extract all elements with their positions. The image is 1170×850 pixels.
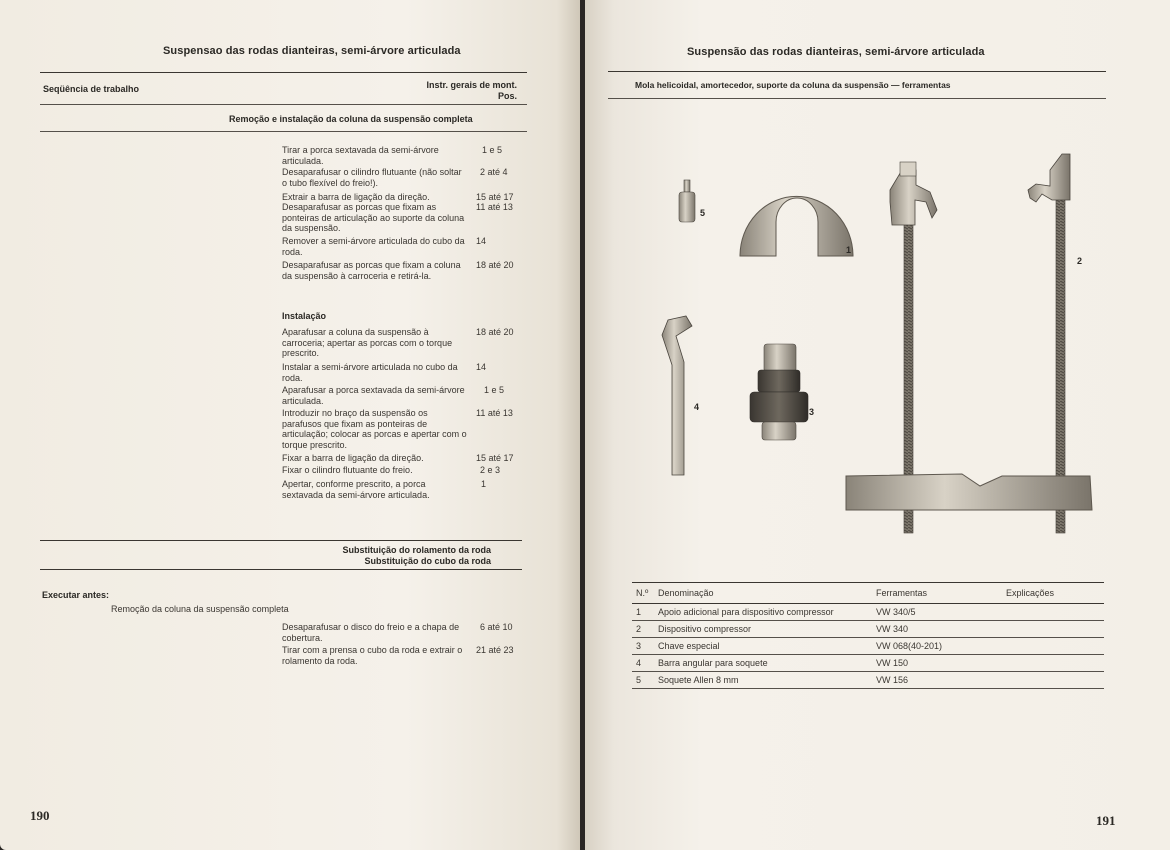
divider xyxy=(608,71,1106,72)
instructions-label-2: Pos. xyxy=(497,91,517,101)
callout-3: 3 xyxy=(809,407,815,417)
removal-step-pos: 11 até 13 xyxy=(476,202,513,212)
removal-step-pos: 2 até 4 xyxy=(480,167,508,177)
cell-tool: VW 150 xyxy=(872,655,1002,672)
section2-title-1: Substituição do rolamento da roda xyxy=(342,545,491,555)
section2-title xyxy=(260,545,491,567)
col-tools: Ferramentas xyxy=(872,583,1002,604)
table-row xyxy=(632,621,1104,638)
cell-name: Chave especial xyxy=(654,638,872,655)
cell-number: 1 xyxy=(632,604,654,621)
col-number: N.º xyxy=(632,583,654,604)
install-step: Introduzir no braço da suspensão os parafusos que fixam as ponteiras de articulação; colocar as porcas e apertar com o torque prescrito. xyxy=(282,408,467,450)
install-step: Instalar a semi-árvore articulada no cubo da roda. xyxy=(282,362,458,383)
section2-title-2: Substituição do cubo da roda xyxy=(364,556,491,566)
divider xyxy=(40,540,522,541)
divider xyxy=(40,104,527,105)
cell-tool: VW 156 xyxy=(872,672,1002,689)
callout-4: 4 xyxy=(694,402,700,412)
removal-step-pos: 1 e 5 xyxy=(482,145,503,155)
page-number-right: 191 xyxy=(1096,813,1116,828)
cell-number: 5 xyxy=(632,672,654,689)
instructions-label xyxy=(420,80,517,102)
install-step-pos: 2 e 3 xyxy=(480,465,501,475)
section2-step: Tirar com a prensa o cubo da roda e extrair o rolamento da roda. xyxy=(282,645,463,666)
removal-step: Desaparafusar as porcas que fixam a coluna da suspensão à carroceria e retirá-la. xyxy=(282,260,461,281)
table-row xyxy=(632,638,1104,655)
spring-compressor-icon xyxy=(846,154,1092,533)
removal-step-pos: 14 xyxy=(476,236,487,246)
cell-number: 3 xyxy=(632,638,654,655)
removal-step-pos: 15 até 17 xyxy=(476,192,514,202)
col-explanations: Explicações xyxy=(1002,583,1104,604)
cell-explanation xyxy=(1002,638,1104,655)
cell-tool: VW 340/5 xyxy=(872,604,1002,621)
right-subheader: Mola helicoidal, amortecedor, suporte da coluna da suspensão — ferramentas xyxy=(635,80,951,90)
cell-explanation xyxy=(1002,672,1104,689)
install-step: Aparafusar a porca sextavada da semi-árvore articulada. xyxy=(282,385,465,406)
callout-1: 1 xyxy=(846,245,852,255)
cell-explanation xyxy=(1002,621,1104,638)
cell-tool: VW 068(40-201) xyxy=(872,638,1002,655)
left-page-header: Suspensao das rodas dianteiras, semi-árvore articulada xyxy=(163,45,461,57)
section2-step: Desaparafusar o disco do freio e a chapa de cobertura. xyxy=(282,622,460,643)
cell-name: Apoio adicional para dispositivo compressor xyxy=(654,604,872,621)
work-sequence-label: Seqüência de trabalho xyxy=(43,84,140,94)
cell-tool: VW 340 xyxy=(872,621,1002,638)
table-row xyxy=(632,672,1104,689)
install-step: Apertar, conforme prescrito, a porca sextavada da semi-árvore articulada. xyxy=(282,479,430,500)
section2-step-pos: 6 até 10 xyxy=(480,622,513,632)
cell-explanation xyxy=(1002,604,1104,621)
install-step-pos: 14 xyxy=(476,362,487,372)
cell-name: Barra angular para soquete xyxy=(654,655,872,672)
col-name: Denominação xyxy=(654,583,872,604)
install-step: Fixar o cilindro flutuante do freio. xyxy=(282,465,413,475)
table-row xyxy=(632,604,1104,621)
instructions-label-1: Instr. gerais de mont. xyxy=(426,80,517,90)
right-page-header: Suspensão das rodas dianteiras, semi-árvore articulada xyxy=(687,46,985,58)
tools-table xyxy=(632,582,1104,689)
cell-number: 4 xyxy=(632,655,654,672)
install-title: Instalação xyxy=(282,311,327,321)
allen-socket-icon xyxy=(679,180,695,222)
table-row xyxy=(632,655,1104,672)
install-step-pos: 18 até 20 xyxy=(476,327,514,337)
support-disk-icon xyxy=(740,162,853,274)
callout-2: 2 xyxy=(1077,256,1083,266)
cell-number: 2 xyxy=(632,621,654,638)
cell-name: Soquete Allen 8 mm xyxy=(654,672,872,689)
callout-5: 5 xyxy=(700,208,706,218)
divider xyxy=(40,569,522,570)
divider xyxy=(40,131,527,132)
install-step-pos: 1 e 5 xyxy=(484,385,505,395)
table-header-row xyxy=(632,583,1104,604)
angled-bar-icon xyxy=(662,316,692,475)
divider xyxy=(40,72,527,73)
removal-step-pos: 18 até 20 xyxy=(476,260,514,270)
section-title: Remoção e instalação da coluna da suspensão completa xyxy=(229,114,473,124)
cell-explanation xyxy=(1002,655,1104,672)
install-step: Aparafusar a coluna da suspensão à carroceria; apertar as porcas com o torque prescrito. xyxy=(282,327,453,359)
divider xyxy=(608,98,1106,99)
cell-name: Dispositivo compressor xyxy=(654,621,872,638)
install-step: Fixar a barra de ligação da direção. xyxy=(282,453,424,463)
before-text: Remoção da coluna da suspensão completa xyxy=(111,604,289,614)
removal-step: Remover a semi-árvore articulada do cubo da roda. xyxy=(282,236,465,257)
before-label: Executar antes: xyxy=(42,590,110,600)
removal-step: Desaparafusar o cilindro flutuante (não soltar o tubo flexível do freio!). xyxy=(282,167,462,188)
section2-step-pos: 21 até 23 xyxy=(476,645,514,655)
tools-illustration xyxy=(640,140,1110,550)
left-page xyxy=(0,0,580,850)
install-step-pos: 11 até 13 xyxy=(476,408,513,418)
removal-step: Tirar a porca sextavada da semi-árvore articulada. xyxy=(282,145,439,166)
page-number-left: 190 xyxy=(30,808,50,823)
install-step-pos: 15 até 17 xyxy=(476,453,514,463)
install-step-pos: 1 xyxy=(481,479,487,489)
removal-step: Extrair a barra de ligação da direção. xyxy=(282,192,430,202)
special-wrench-icon xyxy=(750,344,808,440)
removal-step: Desaparafusar as porcas que fixam as ponteiras de articulação ao suporte da coluna da suspensão. xyxy=(282,202,465,234)
